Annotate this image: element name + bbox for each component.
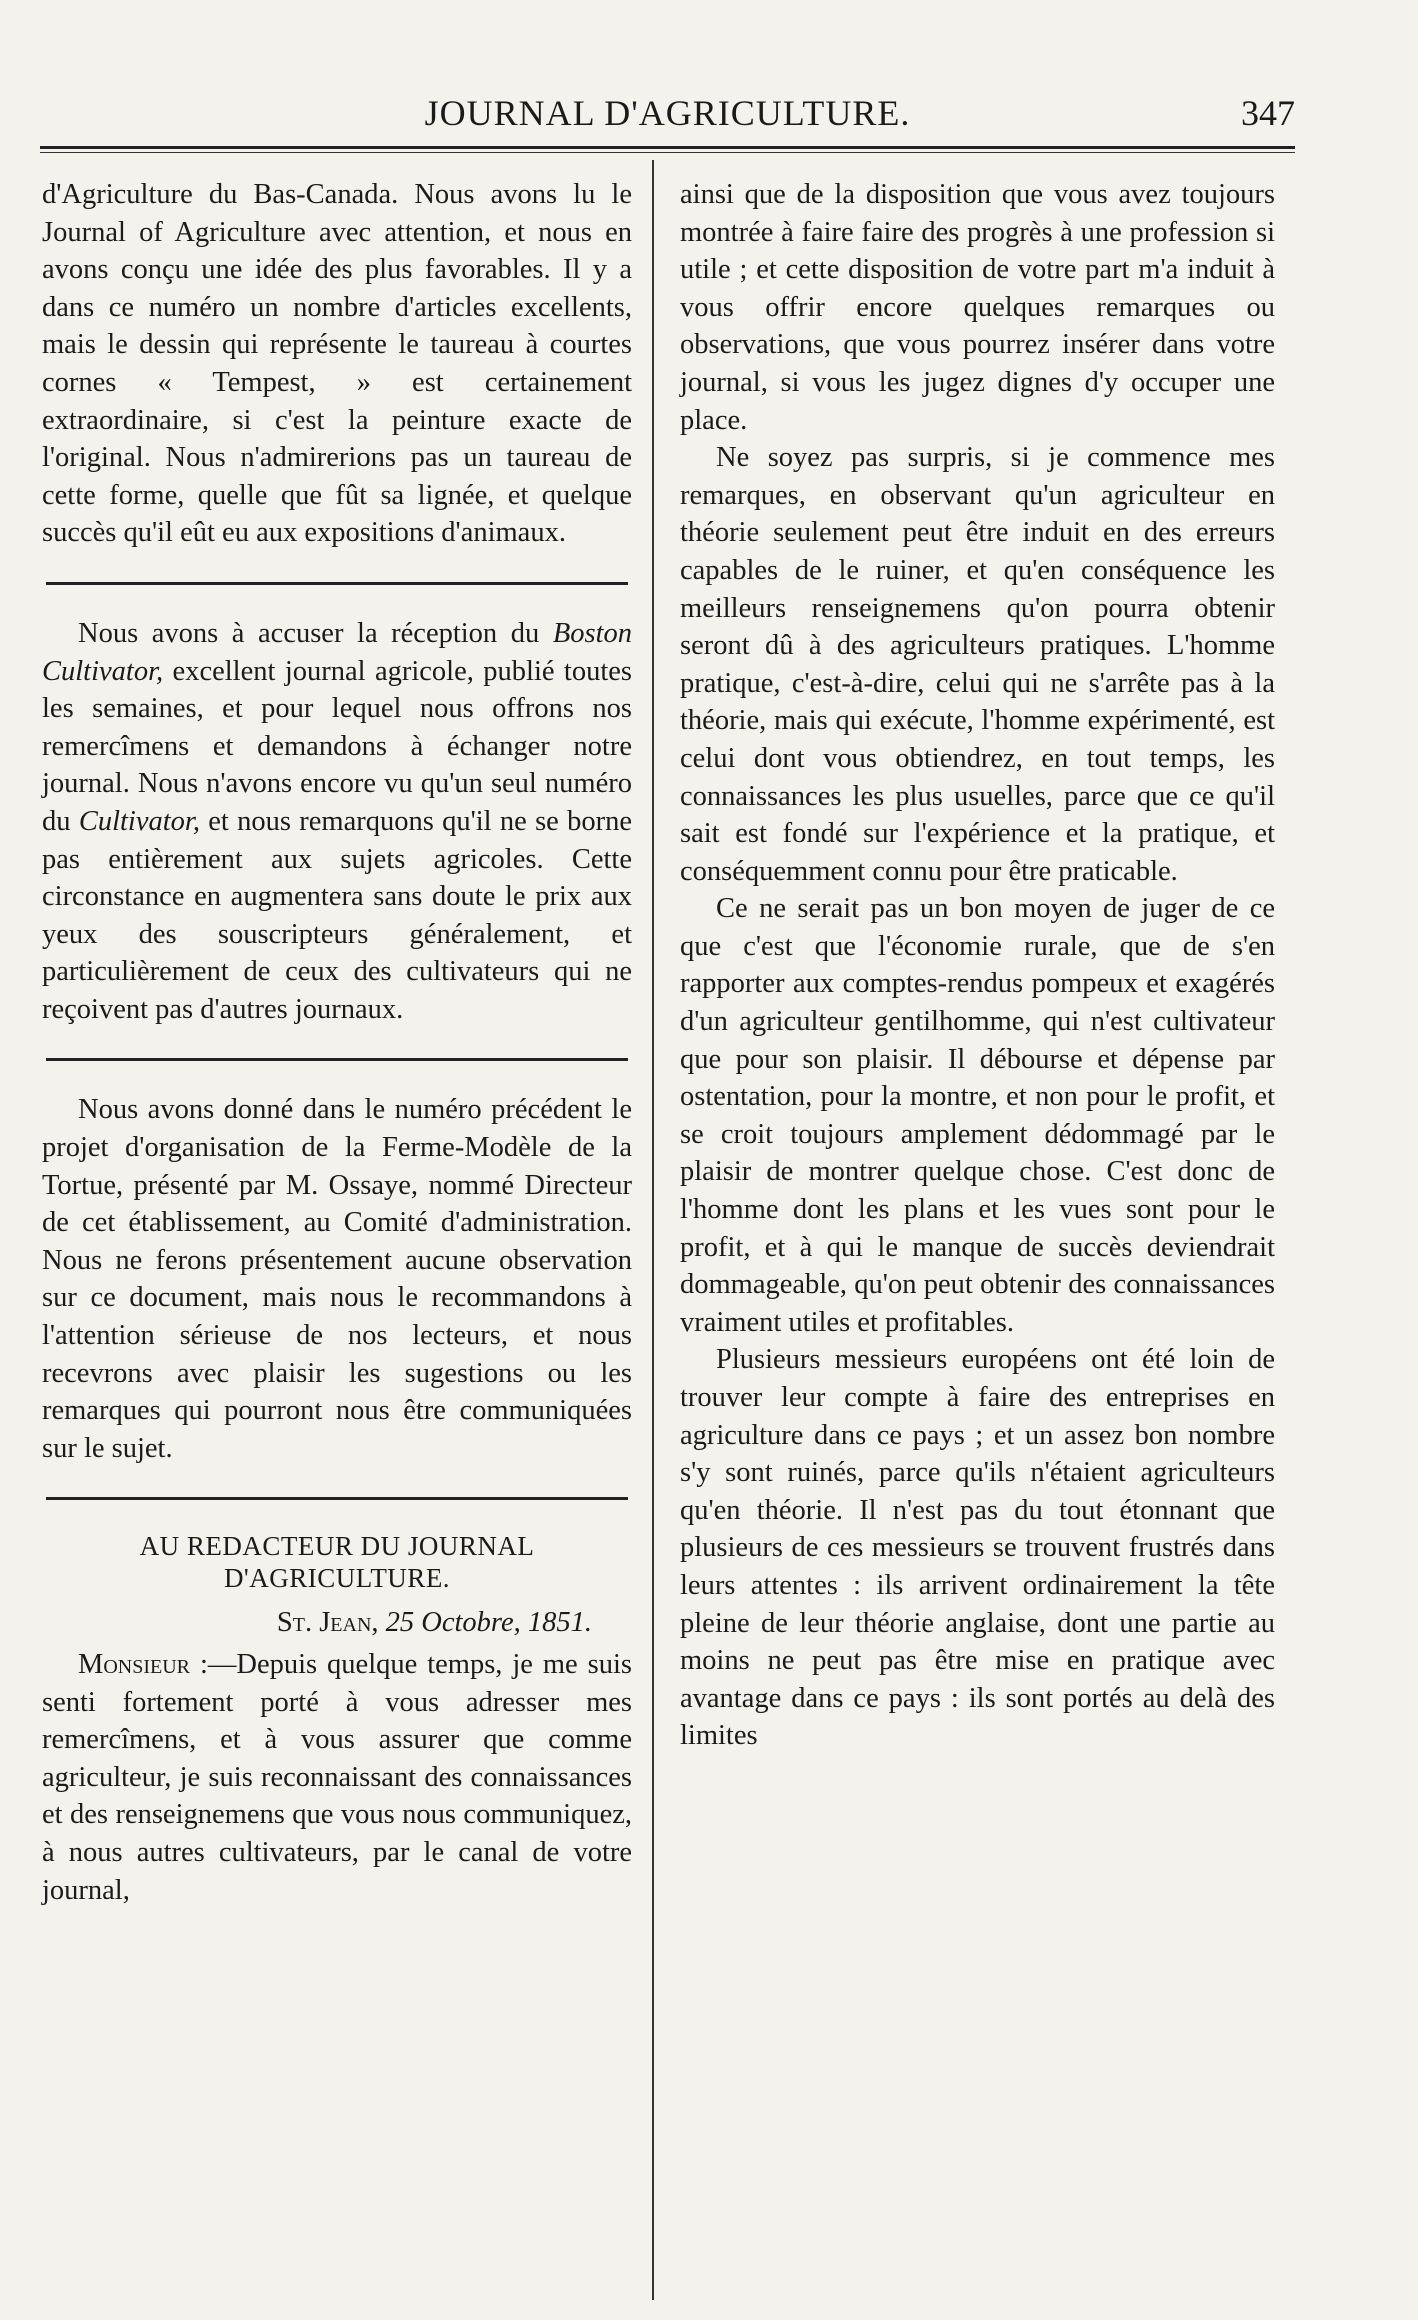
section-divider bbox=[46, 1497, 628, 1500]
section-divider bbox=[46, 582, 628, 585]
page-header bbox=[40, 88, 1295, 134]
paragraph: ainsi que de la disposition que vous avez toujours montrée à faire faire des progrès à une profession si utile ; et cette disposition de votre part m'a induit à vous offrir encore quelques remarques ou observations, que vous pourrez insérer dans votre journal, si vous les jugez dignes d'y occuper une place. bbox=[680, 179, 1275, 436]
page-number: 347 bbox=[1241, 93, 1295, 133]
salutation: Monsieur bbox=[78, 1649, 191, 1680]
paragraph: Monsieur :—Depuis quelque temps, je me suis senti fortement porté à vous adresser mes remercîmens, et à vous assurer que comme agriculteur, je suis reconnaissant des connaissances et des renseignemens que vous nous communiquez, à nous autres cultivateurs, par le canal de votre journal, bbox=[42, 1649, 632, 1906]
column-divider bbox=[652, 160, 654, 2300]
paragraph: d'Agriculture du Bas-Canada. Nous avons lu le Journal of Agriculture avec attention, et nous en avons conçu une idée des plus favorables. Il y a dans ce numéro un nombre d'articles excellents, mais le dessin qui représente le taureau à courtes cornes « Tempest, » est certainement extraordinaire, si c'est la peinture exacte de l'original. Nous n'admirerions pas un taureau de cette forme, quelle que fût sa lignée, et quelque succès qu'il eût eu aux expositions d'animaux. bbox=[42, 179, 632, 549]
left-column bbox=[42, 176, 632, 1909]
publication-name: Cultivator, bbox=[78, 805, 200, 837]
paragraph: Ce ne serait pas un bon moyen de juger de ce que c'est que l'économie rurale, que de s'en rapporter aux comptes-rendus pompeux et exagérés d'un agriculteur gentilhomme, qui n'est cultivateur que pour son plaisir. Il débourse et dépense par ostentation, pour la montre, et non pour le profit, et se croit toujours amplement dédommagé par le plaisir de montrer quelque chose. C'est donc de l'homme dont les plans et les vues sont pour le profit, et à qui le manque de succès deviendrait dommageable, qu'on peut obtenir des connaissances vraiment utiles et profitables. bbox=[680, 893, 1275, 1338]
right-column bbox=[680, 176, 1275, 1755]
paragraph: Ne soyez pas surpris, si je commence mes remarques, en observant qu'un agriculteur en théorie seulement peut être induit en des erreurs capables de le ruiner, et qu'en conséquence les meilleurs renseignemens qu'on pourra obtenir seront dû à des agriculteurs pratiques. L'homme pratique, c'est-à-dire, celui qui ne s'arrête pas à la théorie, mais qui exécute, l'homme expérimenté, est celui dont vous obtiendrez, en tout temps, les connaissances les plus usuelles, parce que ce qu'il sait est fondé sur l'expérience et la pratique, et conséquemment connu pour être praticable. bbox=[680, 442, 1275, 887]
paragraph: Nous avons donné dans le numéro précédent le projet d'organisation de la Ferme-Modèle de la Tortue, présenté par M. Ossaye, nommé Directeur de cet établissement, au Comité d'administration. Nous ne ferons présentement aucune observation sur ce document, mais nous le recommandons à l'attention sérieuse de nos lecteurs, et nous recevrons avec plaisir les sugestions ou les remarques qui pourront nous être communiquées sur le sujet. bbox=[42, 1094, 632, 1464]
paragraph: Nous avons à accuser la réception du Boston Cultivator, excellent journal agricole, publié toutes les semaines, et pour lequel nous offrons nos remercîmens et demandons à échanger notre journal. Nous n'avons encore vu qu'un seul numéro du Cultivator, et nous remarquons qu'il ne se borne pas entièrement aux sujets agricoles. Cette circonstance en augmentera sans doute le prix aux yeux des souscripteurs généralement, et particulièrement de ceux des cultivateurs qui ne reçoivent pas d'autres journaux. bbox=[42, 617, 633, 1025]
letter-heading: AU REDACTEUR DU JOURNAL D'AGRICULTURE. bbox=[139, 1531, 535, 1594]
header-rule bbox=[40, 146, 1295, 153]
paragraph: Plusieurs messieurs européens ont été loin de trouver leur compte à faire des entreprises en agriculture dans ce pays ; et un assez bon nombre s'y sont ruinés, parce qu'ils n'étaient agriculteurs qu'en théorie. Il n'est pas du tout étonnant que plusieurs de ces messieurs se trouvent frustrés dans leurs attentes : ils arrivent ordinairement la tête pleine de leur théorie anglaise, dont une partie au moins ne peut pas être mise en pratique avec avantage dans ce pays : ils sont portés au delà des limites bbox=[680, 1344, 1275, 1752]
running-title: JOURNAL D'AGRICULTURE. bbox=[424, 93, 911, 133]
dateline: St. Jean, 25 Octobre, 1851. bbox=[276, 1607, 592, 1639]
publication-name: Boston Cultivator, bbox=[42, 617, 632, 687]
section-divider bbox=[46, 1058, 628, 1061]
